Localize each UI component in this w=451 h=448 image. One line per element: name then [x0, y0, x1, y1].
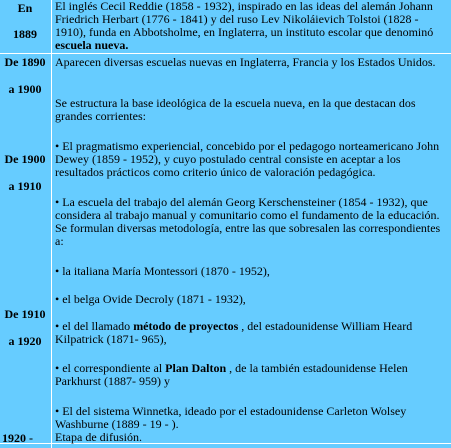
- parkhurst-item: • el correspondiente al Plan Dalton , de la también estadounidense Helen Parkhurst (1887- 959) y: [55, 361, 408, 388]
- kilpatrick-item: • el del llamado método de proyectos , del estadounidense William Heard Kilpatrick (1871- 965),: [55, 319, 413, 346]
- row-1889-text: [55, 0, 443, 52]
- date-a-1910: a 1910: [8, 179, 42, 193]
- date-de-1910: De 1910: [4, 307, 46, 321]
- montessori-item: • la italiana María Montessori (1870 - 1952),: [55, 264, 270, 278]
- kerschensteiner-paragraph: • La escuela del trabajo del alemán Georg Kerschensteiner (1854 - 1932), que considera al trabajo manual y comunitario como el fundamento de la educación. Se formulan diversas metodología, entre las que sobresalen las correspondientes a:: [55, 195, 441, 248]
- date-a-1920: a 1920: [8, 334, 42, 348]
- date-a-1900: a 1900: [8, 82, 42, 96]
- dewey-paragraph: • El pragmatismo experiencial, concebido por el pedagogo norteamericano John Dewey (1859 - 1952), y cuyo postulado central consiste en aceptar a los resultados prácticos como criterio único de valoración pedagógica.: [55, 139, 440, 179]
- decroly-item: • el belga Ovide Decroly (1871 - 1932),: [55, 292, 246, 306]
- metodo-proyectos-term: método de proyectos: [133, 319, 239, 333]
- escuela-nueva-term: escuela nueva.: [55, 38, 129, 52]
- date-en: En: [17, 1, 33, 15]
- diffusion-stage-text: Etapa de difusión.: [55, 430, 142, 444]
- row-1890-text: Aparecen diversas escuelas nuevas en Inglaterra, Francia y los Estados Unidos.: [55, 55, 436, 69]
- date-1889: 1889: [13, 27, 37, 41]
- date-1920: 1920 -: [2, 431, 33, 445]
- reddie-text: El inglés Cecil Reddie (1858 - 1932), inspirado en las ideas del alemán Johann Friedrich Herbart (1776 - 1841) y del ruso Lev Nikoláievich Tolstoi (1828 - 1910), funda en Abbotsholme, en Inglaterra, un instituto escolar que denominó: [55, 0, 434, 39]
- column-divider: [51, 0, 52, 448]
- ideological-base-text: Se estructura la base ideológica de la escuela nueva, en la que destacan dos grandes corrientes:: [55, 96, 416, 123]
- washburne-item: • El del sistema Winnetka, ideado por el estadounidense Carleton Wolsey Washburne (1889 - 19 - ).: [55, 404, 407, 431]
- date-de-1900: De 1900: [4, 152, 46, 166]
- date-de-1890: De 1890: [4, 55, 46, 69]
- plan-dalton-term: Plan Dalton: [165, 361, 227, 375]
- row-divider: [0, 53, 451, 54]
